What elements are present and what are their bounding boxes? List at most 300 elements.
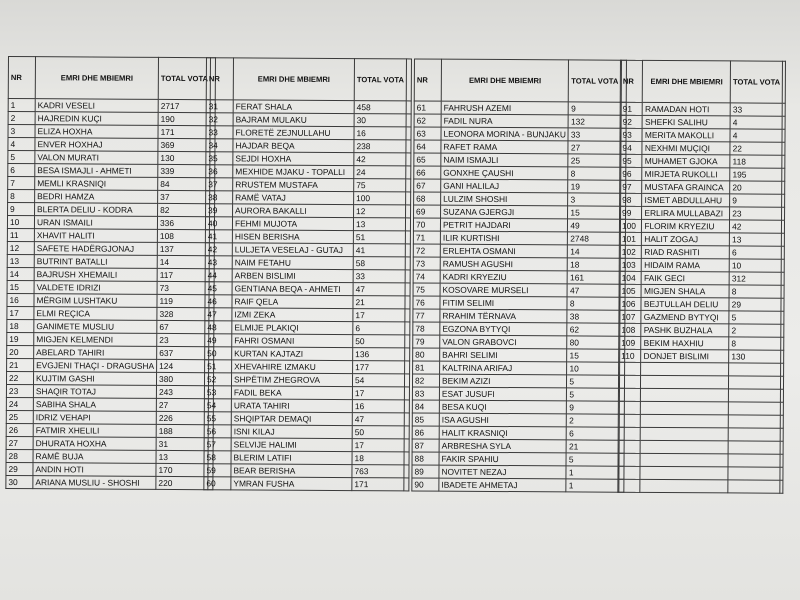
cell-name: RAMUSH AGUSHI: [440, 257, 567, 271]
table-row: [8, 164, 215, 178]
cell-nr: [619, 362, 641, 375]
table-row: [619, 232, 784, 246]
cell-nr: 88: [412, 452, 439, 465]
header-votes: TOTAL VOTA: [569, 60, 621, 102]
cell-nr: 33: [206, 126, 233, 139]
table-row: [7, 332, 214, 346]
column-divider: [405, 244, 410, 257]
cell-votes: 100: [354, 192, 406, 205]
cell-votes: 2748: [568, 232, 620, 245]
cell-votes: 62: [567, 323, 619, 336]
cell-votes: 54: [352, 374, 404, 387]
column-divider: [406, 114, 411, 127]
header-row: [620, 60, 785, 103]
table-row: [205, 269, 410, 283]
table-row: [205, 334, 410, 348]
table-row: [620, 115, 785, 129]
cell-nr: 93: [620, 128, 642, 141]
cell-nr: [618, 466, 640, 479]
cell-name: VALON MURATI: [35, 151, 158, 165]
cell-name: RAIF QELA: [232, 295, 353, 309]
cell-nr: 89: [412, 465, 439, 478]
cell-nr: 40: [205, 217, 232, 230]
cell-votes: 19: [568, 180, 620, 193]
cell-name: ANDIN HOTI: [33, 463, 156, 477]
table-row: [205, 360, 410, 374]
column-divider: [404, 413, 409, 426]
cell-votes: 220: [156, 476, 208, 489]
cell-nr: [618, 401, 640, 414]
table-row: [205, 243, 410, 257]
header-votes: TOTAL VOTA: [730, 61, 782, 103]
cell-name: BLERTA DELIU - KODRA: [35, 203, 158, 217]
cell-nr: 71: [413, 231, 440, 244]
cell-nr: [618, 427, 640, 440]
cell-name: MIRJETA RUKOLLI: [642, 167, 730, 181]
table-row: [413, 244, 625, 258]
cell-votes: 42: [730, 220, 782, 233]
cell-nr: 57: [204, 438, 231, 451]
cell-votes: 161: [568, 271, 620, 284]
column-divider: [781, 285, 784, 298]
cell-nr: 109: [619, 336, 641, 349]
cell-nr: 30: [6, 475, 33, 488]
cell-votes: 33: [730, 103, 782, 116]
header-row: [8, 57, 215, 100]
cell-name: BEAR BERISHA: [231, 464, 352, 478]
cell-name: ARBRESHA SYLA: [439, 439, 566, 453]
cell-nr: 94: [620, 141, 642, 154]
cell-name: RRAHIM TËRNAVA: [440, 309, 567, 323]
cell-votes: 10: [567, 362, 619, 375]
cell-votes: [728, 428, 780, 441]
table-row: [7, 358, 214, 372]
cell-name: RAMADAN HOTI: [643, 102, 731, 116]
cell-name: IZMI ZEKA: [232, 308, 353, 322]
cell-nr: 48: [205, 321, 232, 334]
table-row: [8, 112, 215, 126]
table-row: [206, 191, 411, 205]
cell-votes: 73: [157, 281, 209, 294]
cell-votes: 29: [729, 298, 781, 311]
table-row: [412, 439, 624, 453]
cell-nr: 44: [205, 269, 232, 282]
cell-nr: 19: [7, 332, 34, 345]
cell-nr: 38: [206, 191, 233, 204]
table-row: [204, 399, 409, 413]
cell-name: [641, 401, 729, 415]
table-row: [618, 440, 783, 454]
column-divider: [781, 402, 784, 415]
column-divider: [782, 129, 785, 142]
cell-votes: [728, 441, 780, 454]
header-name: EMRI DHE MBIEMRI: [35, 57, 158, 100]
cell-name: SELVIJE HALIMI: [231, 438, 352, 452]
header-nr: NR: [206, 58, 233, 100]
cell-votes: 23: [730, 207, 782, 220]
table-row: [619, 310, 784, 324]
cell-nr: 2: [8, 112, 35, 125]
cell-votes: 118: [730, 155, 782, 168]
cell-votes: 13: [156, 450, 208, 463]
table-row: [618, 466, 783, 480]
cell-votes: 42: [354, 153, 406, 166]
column-divider: [404, 478, 409, 491]
cell-votes: 6: [729, 246, 781, 259]
header-nr: NR: [8, 57, 35, 99]
cell-name: [640, 466, 728, 480]
cell-name: DHURATA HOXHA: [33, 437, 156, 451]
cell-votes: 312: [729, 272, 781, 285]
table-row: [7, 267, 214, 281]
cell-nr: 68: [414, 192, 441, 205]
results-table-2: [203, 57, 412, 491]
cell-nr: 47: [205, 308, 232, 321]
header-row: [206, 58, 411, 101]
cell-name: XHAVIT HALITI: [34, 229, 157, 243]
table-row: [8, 190, 215, 204]
cell-votes: 9: [569, 102, 621, 115]
cell-nr: 77: [413, 309, 440, 322]
table-row: [204, 451, 409, 465]
table-row: [205, 217, 410, 231]
cell-nr: 32: [206, 113, 233, 126]
cell-name: EVGJENI THAÇI - DRAGUSHA: [34, 359, 157, 373]
table-row: [205, 230, 410, 244]
cell-name: SEJDI HOXHA: [233, 152, 354, 166]
results-table-3: [411, 58, 626, 492]
cell-nr: 39: [206, 204, 233, 217]
cell-votes: 9: [730, 194, 782, 207]
cell-nr: 90: [412, 478, 439, 491]
table-row: [204, 438, 409, 452]
column-divider: [782, 181, 785, 194]
cell-name: RAFET RAMA: [441, 140, 568, 154]
table-row: [7, 319, 214, 333]
cell-votes: 18: [568, 258, 620, 271]
vote-results-sheet: [5, 56, 786, 513]
cell-nr: 58: [204, 451, 231, 464]
table-row: [205, 308, 410, 322]
cell-nr: [618, 440, 640, 453]
cell-nr: 29: [6, 462, 33, 475]
table-row: [412, 400, 624, 414]
table-row: [620, 154, 785, 168]
cell-name: AURORA BAKALLI: [233, 204, 354, 218]
column-divider: [782, 233, 785, 246]
column-divider: [781, 259, 784, 272]
cell-votes: 3: [568, 193, 620, 206]
cell-name: ABELARD TAHIRI: [34, 346, 157, 360]
cell-nr: 3: [8, 125, 35, 138]
table-row: [7, 293, 214, 307]
cell-name: NAIM FETAHU: [232, 256, 353, 270]
cell-votes: 637: [157, 346, 209, 359]
cell-nr: 63: [414, 127, 441, 140]
table-row: [206, 100, 411, 114]
cell-name: [641, 362, 729, 376]
cell-votes: 67: [157, 320, 209, 333]
cell-name: HALIT ZOGAJ: [642, 232, 730, 246]
column-divider: [404, 400, 409, 413]
cell-votes: 14: [568, 245, 620, 258]
cell-nr: 13: [7, 254, 34, 267]
cell-name: ESAT JUSUFI: [439, 387, 566, 401]
cell-nr: 91: [620, 102, 642, 115]
column-divider: [780, 454, 783, 467]
table-row: [6, 436, 213, 450]
table-row: [413, 322, 625, 336]
cell-votes: 137: [157, 242, 209, 255]
table-row: [414, 192, 626, 206]
table-row: [619, 362, 784, 376]
cell-votes: 226: [156, 411, 208, 424]
cell-votes: 15: [567, 349, 619, 362]
cell-votes: [728, 467, 780, 480]
cell-votes: 336: [157, 216, 209, 229]
cell-name: ARBEN BISLIMI: [232, 269, 353, 283]
cell-name: NAIM ISMAJLI: [441, 153, 568, 167]
cell-name: BEDRI HAMZA: [35, 190, 158, 204]
column-divider: [782, 220, 785, 233]
cell-votes: 5: [566, 453, 618, 466]
cell-name: PETRIT HAJDARI: [440, 218, 567, 232]
cell-nr: 83: [412, 387, 439, 400]
cell-nr: 55: [204, 412, 231, 425]
column-divider: [782, 246, 785, 259]
column-divider: [781, 389, 784, 402]
cell-name: URATA TAHIRI: [231, 399, 352, 413]
cell-votes: 47: [567, 284, 619, 297]
column-divider: [405, 374, 410, 387]
cell-nr: 105: [619, 284, 641, 297]
cell-name: [641, 388, 729, 402]
column-divider: [404, 465, 409, 478]
column-divider: [781, 311, 784, 324]
cell-nr: 45: [205, 282, 232, 295]
cell-name: HAJREDIN KUÇI: [35, 112, 158, 126]
cell-name: MERITA MAKOLLI: [642, 128, 730, 142]
table-row: [8, 138, 215, 152]
table-row: [413, 309, 625, 323]
cell-nr: 28: [6, 449, 33, 462]
column-divider: [406, 153, 411, 166]
column-divider: [405, 257, 410, 270]
table-row: [618, 388, 783, 402]
table-row: [7, 216, 214, 230]
cell-nr: 110: [619, 349, 641, 362]
cell-name: FAHRI OSMANI: [232, 334, 353, 348]
cell-votes: 12: [354, 205, 406, 218]
cell-votes: 243: [156, 385, 208, 398]
table-row: [414, 153, 626, 167]
cell-nr: 87: [412, 439, 439, 452]
table-row: [619, 349, 784, 363]
cell-nr: [618, 414, 640, 427]
cell-votes: 171: [158, 125, 210, 138]
cell-nr: 52: [204, 373, 231, 386]
cell-name: BEJTULLAH DELIU: [641, 297, 729, 311]
cell-votes: 195: [730, 168, 782, 181]
cell-votes: 47: [352, 413, 404, 426]
cell-votes: 30: [354, 114, 406, 127]
column-divider: [405, 335, 410, 348]
header-nr: NR: [414, 59, 441, 101]
table-row: [8, 125, 215, 139]
cell-name: HALIT KRASNIQI: [439, 426, 566, 440]
cell-name: SHQIPTAR DEMAQI: [231, 412, 352, 426]
cell-votes: 170: [156, 463, 208, 476]
header-nr: NR: [620, 60, 643, 102]
table-row: [619, 219, 784, 233]
cell-name: KURTAN KAJTAZI: [232, 347, 353, 361]
cell-votes: 458: [354, 101, 406, 114]
cell-name: [640, 440, 728, 454]
column-divider: [782, 168, 785, 181]
table-row: [204, 425, 409, 439]
cell-nr: 78: [413, 322, 440, 335]
table-row: [7, 241, 214, 255]
cell-nr: 5: [8, 151, 35, 164]
cell-nr: 107: [619, 310, 641, 323]
cell-votes: 37: [158, 190, 210, 203]
table-row: [412, 413, 624, 427]
cell-name: [641, 414, 729, 428]
table-row: [7, 228, 214, 242]
cell-nr: 101: [619, 232, 641, 245]
table-row: [6, 397, 213, 411]
table-row: [414, 179, 626, 193]
column-divider: [782, 155, 785, 168]
cell-name: HIDAIM RAMA: [642, 258, 730, 272]
cell-name: YMRAN FUSHA: [231, 477, 352, 491]
cell-name: LULJETA VESELAJ - GUTAJ: [232, 243, 353, 257]
cell-name: MEXHIDE MJAKU - TOPALLI: [233, 165, 354, 179]
column-divider: [780, 480, 783, 493]
table-row: [620, 141, 785, 155]
column-divider: [782, 207, 785, 220]
table-row: [205, 295, 410, 309]
cell-nr: 1: [8, 99, 35, 112]
cell-votes: 25: [568, 154, 620, 167]
cell-name: GAZMEND BYTYQI: [641, 310, 729, 324]
cell-votes: 16: [354, 127, 406, 140]
cell-votes: 13: [730, 233, 782, 246]
column-divider: [782, 194, 785, 207]
cell-name: [640, 453, 728, 467]
cell-nr: 53: [204, 386, 231, 399]
cell-votes: 5: [567, 388, 619, 401]
table-row: [204, 412, 409, 426]
table-row: [205, 321, 410, 335]
cell-votes: 763: [352, 465, 404, 478]
cell-name: ELMIJE PLAKIQI: [232, 321, 353, 335]
cell-name: BEKIM AZIZI: [439, 374, 566, 388]
cell-nr: 21: [7, 358, 34, 371]
table-row: [619, 271, 784, 285]
cell-votes: 8: [729, 285, 781, 298]
cell-name: KOSOVARE MURSELI: [440, 283, 567, 297]
table-row: [413, 270, 625, 284]
table-row: [619, 245, 784, 259]
column-divider: [404, 452, 409, 465]
cell-nr: 37: [206, 178, 233, 191]
cell-votes: 58: [353, 257, 405, 270]
cell-name: KUJTIM GASHI: [33, 372, 156, 386]
cell-nr: 41: [205, 230, 232, 243]
table-row: [413, 335, 625, 349]
cell-name: VALON GRABOVCI: [440, 335, 567, 349]
cell-nr: 31: [206, 100, 233, 113]
table-row: [620, 206, 785, 220]
table-row: [204, 464, 409, 478]
column-divider: [406, 166, 411, 179]
cell-votes: 130: [729, 350, 781, 363]
cell-votes: 5: [567, 375, 619, 388]
cell-name: DONJET BISLIMI: [641, 349, 729, 363]
column-divider: [406, 179, 411, 192]
column-divider: [405, 348, 410, 361]
cell-votes: 31: [156, 437, 208, 450]
table-row: [620, 102, 785, 116]
cell-votes: 50: [352, 426, 404, 439]
cell-votes: 1: [566, 466, 618, 479]
cell-nr: 75: [413, 283, 440, 296]
cell-votes: [729, 376, 781, 389]
cell-nr: 96: [620, 167, 642, 180]
table-row: [412, 452, 624, 466]
table-row: [8, 99, 215, 113]
cell-name: ERLEHTA OSMANI: [440, 244, 567, 258]
column-divider: [405, 322, 410, 335]
cell-nr: 64: [414, 140, 441, 153]
cell-nr: [618, 453, 640, 466]
table-row: [6, 371, 213, 385]
column-divider: [780, 441, 783, 454]
cell-nr: 18: [7, 319, 34, 332]
column-divider: [406, 101, 411, 114]
cell-name: RAMË VATAJ: [233, 191, 354, 205]
cell-votes: 238: [354, 140, 406, 153]
table-row: [206, 178, 411, 192]
column-divider: [406, 192, 411, 205]
table-row: [412, 374, 624, 388]
cell-votes: 22: [730, 142, 782, 155]
cell-votes: 8: [567, 297, 619, 310]
cell-votes: 119: [157, 294, 209, 307]
column-divider: [781, 298, 784, 311]
cell-name: SABIHA SHALA: [33, 398, 156, 412]
header-name: EMRI DHE MBIEMRI: [233, 58, 354, 101]
cell-votes: 20: [730, 181, 782, 194]
cell-name: BUTRINT BATALLI: [34, 255, 157, 269]
table-row: [414, 140, 626, 154]
cell-name: GENTIANA BEQA - AHMETI: [232, 282, 353, 296]
cell-votes: 5: [729, 311, 781, 324]
cell-name: KALTRINA ARIFAJ: [440, 361, 567, 375]
cell-nr: 6: [8, 164, 35, 177]
cell-votes: 21: [353, 296, 405, 309]
cell-nr: 12: [7, 241, 34, 254]
column-divider: [404, 426, 409, 439]
cell-votes: 82: [158, 203, 210, 216]
table-row: [619, 297, 784, 311]
table-row: [620, 193, 785, 207]
cell-nr: 65: [414, 153, 441, 166]
cell-nr: 10: [7, 216, 34, 229]
cell-votes: [728, 454, 780, 467]
cell-name: FADIL NURA: [441, 114, 568, 128]
